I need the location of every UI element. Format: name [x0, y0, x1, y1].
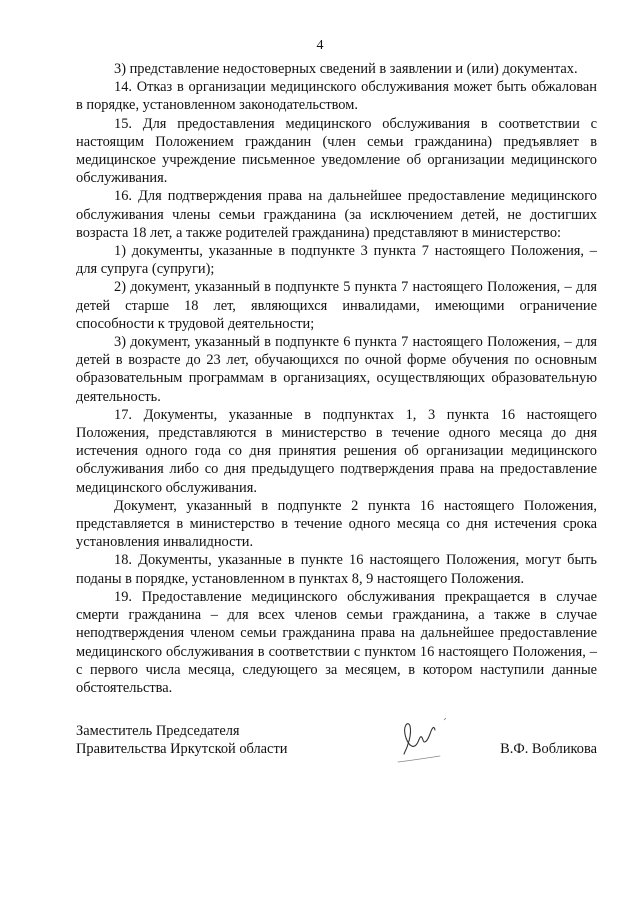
page-number: 4 [316, 38, 324, 53]
handwritten-signature [394, 716, 456, 766]
paragraph-16: 16. Для подтверждения права на дальнейшее предоставление медицинского обслуживания члены семьи гражданина (за исключением детей, не достигших возраста 18 лет, а также родителей гражданина) представляют в министерство: [76, 188, 597, 241]
paragraph-14: 14. Отказ в организации медицинского обслуживания может быть обжалован в порядке, установленном законодательством. [76, 79, 597, 114]
signatory-name: В.Ф. Вобликова [500, 741, 597, 757]
paragraph-17-part-2: Документ, указанный в подпункте 2 пункта 16 настоящего Положения, представляется в министерство в течение одного месяца со дня истечения срока установления инвалидности. [76, 497, 597, 551]
paragraph-16-item-3: 3) документ, указанный в подпункте 6 пункта 7 настоящего Положения, – для детей в возрасте до 23 лет, обучающихся по очной форме обучения по основным образовательным программам в организациях, осуществляющих образовательную деятельность. [76, 334, 597, 405]
paragraph-18: 18. Документы, указанные в пункте 16 настоящего Положения, могут быть поданы в порядке, установленном в пунктах 8, 9 настоящего Положения. [76, 552, 597, 587]
paragraph-13-item-3: 3) представление недостоверных сведений в заявлении и (или) документах. [114, 61, 578, 77]
paragraph-19: 19. Предоставление медицинского обслуживания прекращается в случае смерти гражданина – для всех членов семьи гражданина, а также в случае неподтверждения членом семьи гражданина права на дальнейшее предоставление медицинского обслуживания в соответствии с пунктом 16 настоящего Положения, – с первого числа месяца, следующего за месяцем, в котором наступили данные обстоятельства. [76, 588, 597, 696]
signatory-position-line-2: Правительства Иркутской области [76, 741, 288, 758]
paragraph-16-item-2: 2) документ, указанный в подпункте 5 пункта 7 настоящего Положения, – для детей старше 18 лет, являющихся инвалидами, имеющими ограничение способности к трудовой деятельности; [76, 279, 597, 332]
paragraph-17: 17. Документы, указанные в подпунктах 1, 3 пункта 16 настоящего Положения, представляются в министерство в течение одного месяца до дня истечения одного года со дня принятия решения об организации медицинского обслуживания либо со дня предыдущего подтверждения права на предоставление медицинского обслуживания. [76, 406, 597, 496]
signature-block [76, 722, 597, 758]
paragraph-16-item-1: 1) документы, указанные в подпункте 3 пункта 7 настоящего Положения, – для супруга (супруги); [76, 243, 597, 278]
document-body [76, 60, 597, 697]
paragraph-15: 15. Для предоставления медицинского обслуживания в соответствии с настоящим Положением гражданин (член семьи гражданина) предъявляет в медицинское учреждение письменное уведомление об организации медицинского обслуживания. [76, 115, 597, 187]
signatory-position-line-1: Заместитель Председателя [76, 723, 240, 739]
